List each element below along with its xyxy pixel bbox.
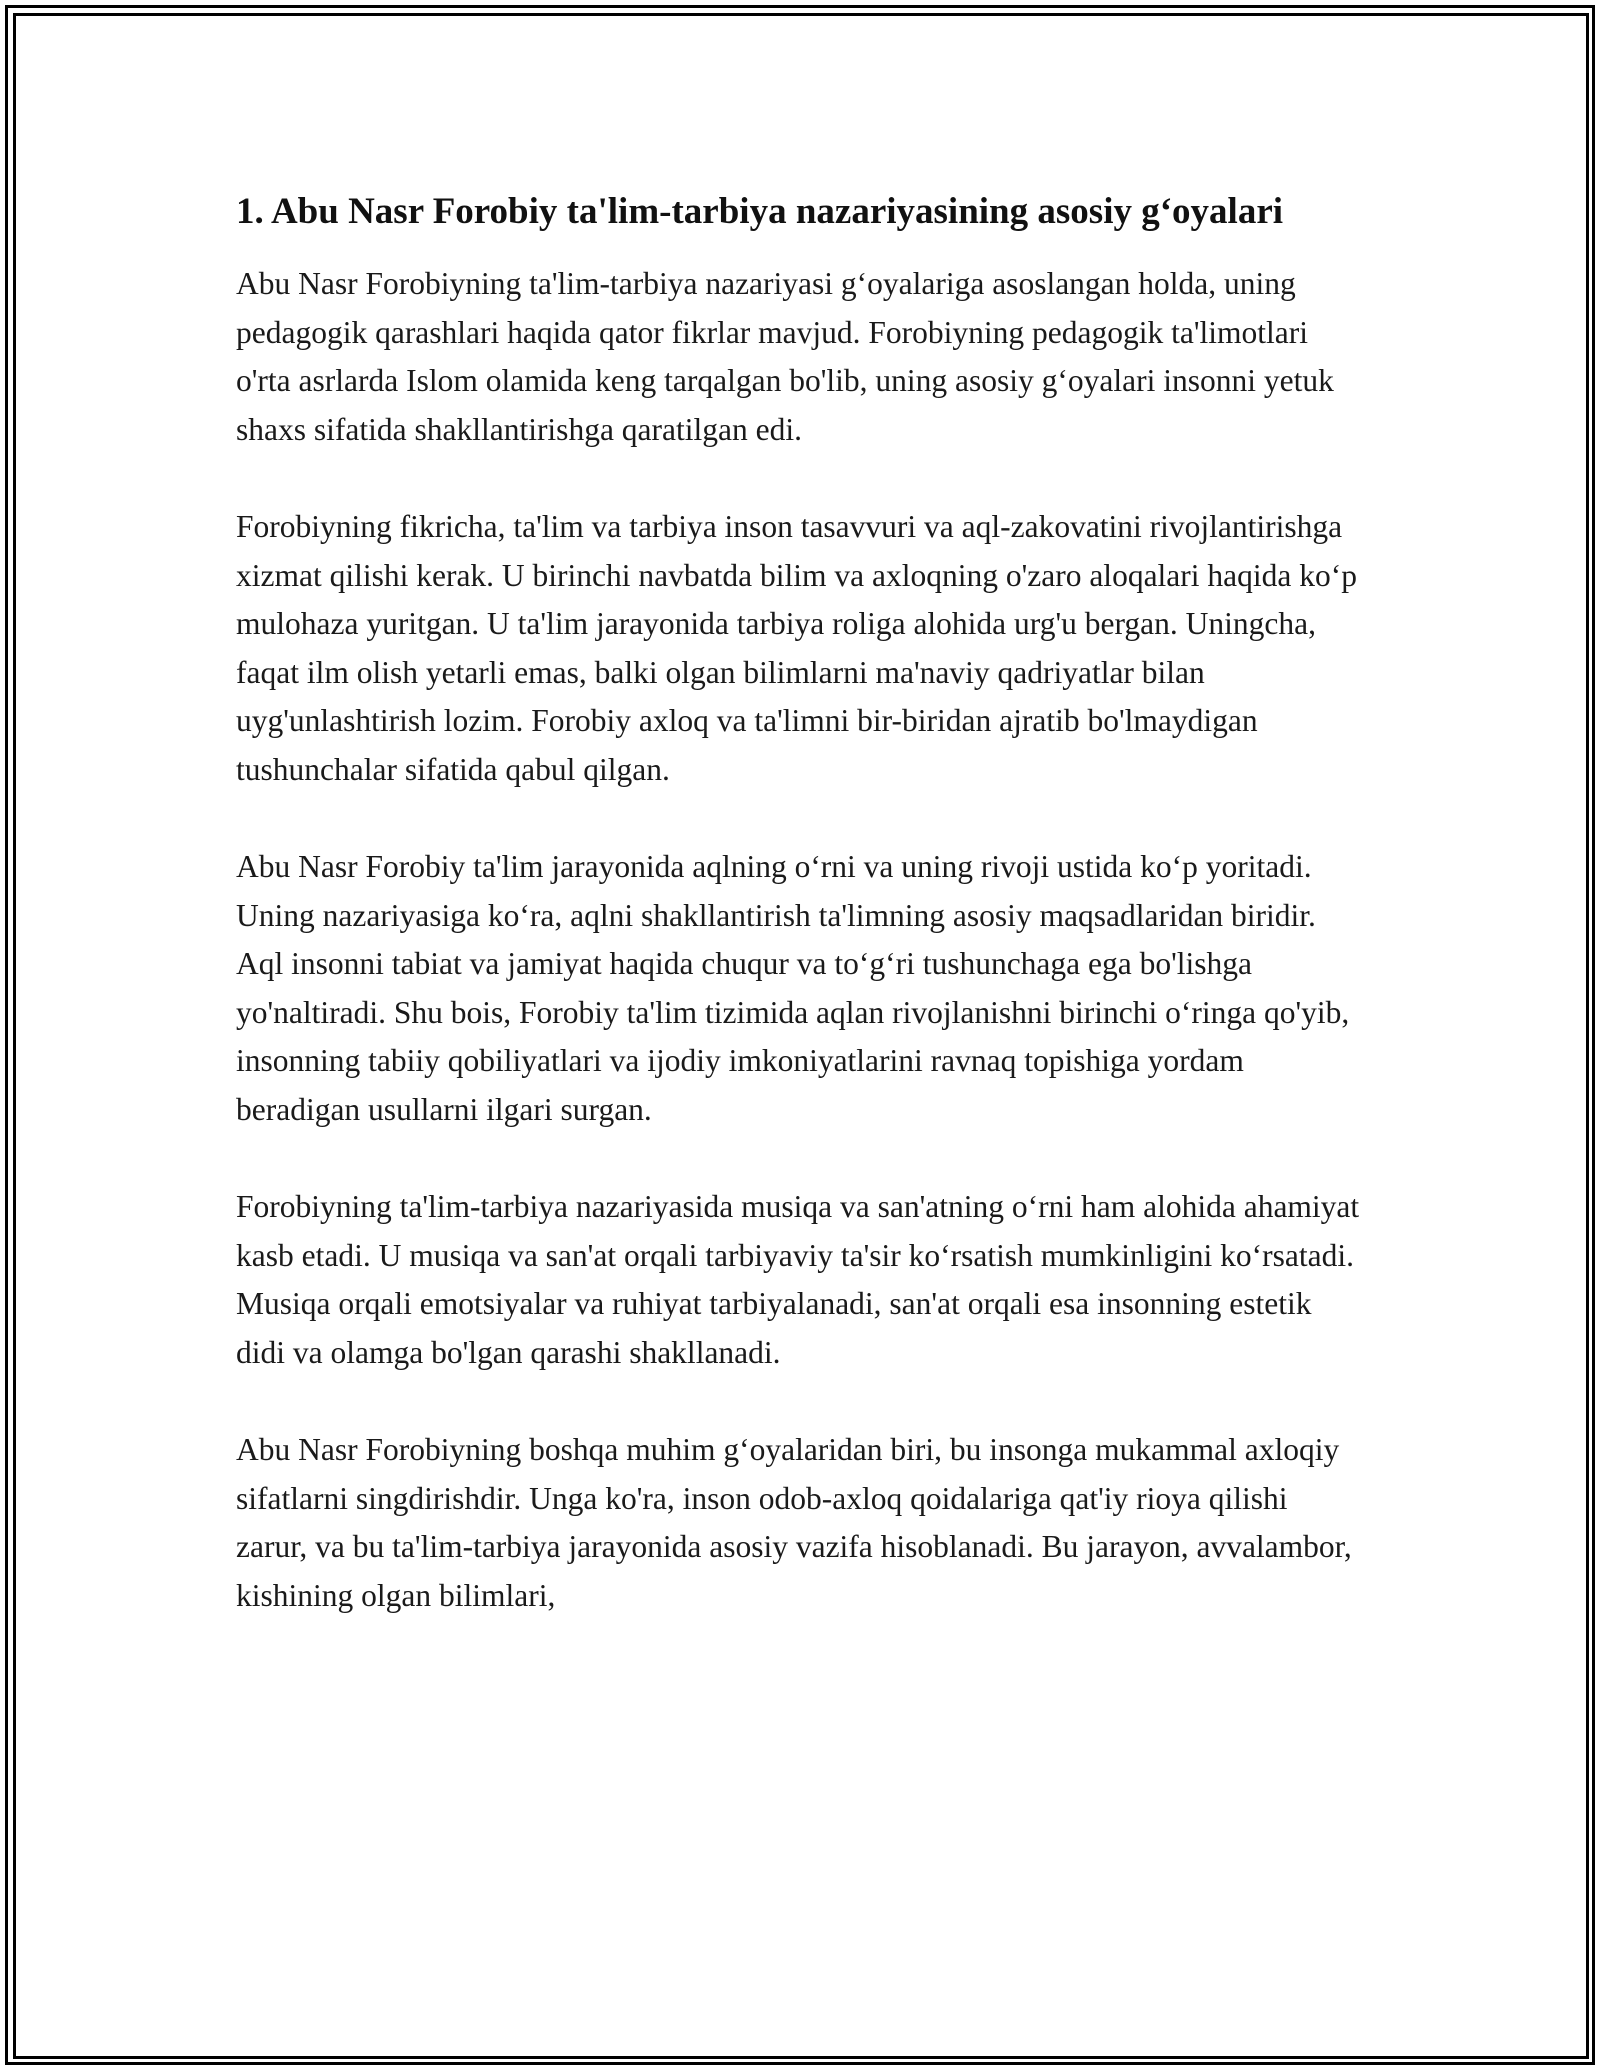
document-body xyxy=(236,186,1366,1669)
paragraph-2: Forobiyning fikricha, ta'lim va tarbiya inson tasavvuri va aql-zakovatini rivojlantirishga xizmat qilishi kerak. U birinchi navbatda bilim va axloqning o'zaro aloqalari haqida ko‘p mulohaza yuritgan. U ta'lim jarayonida tarbiya roliga alohida urg'u bergan. Uningcha, faqat ilm olish yetarli emas, balki olgan bilimlarni ma'naviy qadriyatlar bilan uyg'unlashtirish lozim. Forobiy axloq va ta'limni bir-biridan ajratib bo'lmaydigan tushunchalar sifatida qabul qilgan. xyxy=(236,509,1357,787)
paragraph-4: Forobiyning ta'lim-tarbiya nazariyasida musiqa va san'atning o‘rni ham alohida ahamiyat kasb etadi. U musiqa va san'at orqali tarbiyaviy ta'sir ko‘rsatish mumkinligini ko‘rsatadi. Musiqa orqali emotsiyalar va ruhiyat tarbiyalanadi, san'at orqali esa insonning estetik didi va olamga bo'lgan qarashi shakllanadi. xyxy=(236,1189,1360,1370)
paragraph-3: Abu Nasr Forobiy ta'lim jarayonida aqlning o‘rni va uning rivoji ustida ko‘p yoritadi. Uning nazariyasiga ko‘ra, aqlni shakllantirish ta'limning asosiy maqsadlaridan biridir. Aql insonni tabiat va jamiyat haqida chuqur va to‘g‘ri tushunchaga ega bo'lishga yo'naltiradi. Shu bois, Forobiy ta'lim tizimida aqlan rivojlanishni birinchi o‘ringa qo'yib, insonning tabiiy qobiliyatlari va ijodiy imkoniyatlarini ravnaq topishiga yordam beradigan usullarni ilgari surgan. xyxy=(236,849,1350,1127)
section-heading: 1. Abu Nasr Forobiy ta'lim-tarbiya nazariyasining asosiy g‘oyalari xyxy=(236,191,1284,232)
paragraph-5: Abu Nasr Forobiyning boshqa muhim g‘oyalaridan biri, bu insonga mukammal axloqiy sifatlarni singdirishdir. Unga ko'ra, inson odob-axloq qoidalariga qat'iy rioya qilishi zarur, va bu ta'lim-tarbiya jarayonida asosiy vazifa hisoblanadi. Bu jarayon, avvalambor, kishining olgan bilimlari, xyxy=(236,1432,1352,1613)
paragraph-1: Abu Nasr Forobiyning ta'lim-tarbiya nazariyasi g‘oyalariga asoslangan holda, uning pedagogik qarashlari haqida qator fikrlar mavjud. Forobiyning pedagogik ta'limotlari o'rta asrlarda Islom olamida keng tarqalgan bo'lib, uning asosiy g‘oyalari insonni yetuk shaxs sifatida shakllantirishga qaratilgan edi. xyxy=(236,266,1334,447)
